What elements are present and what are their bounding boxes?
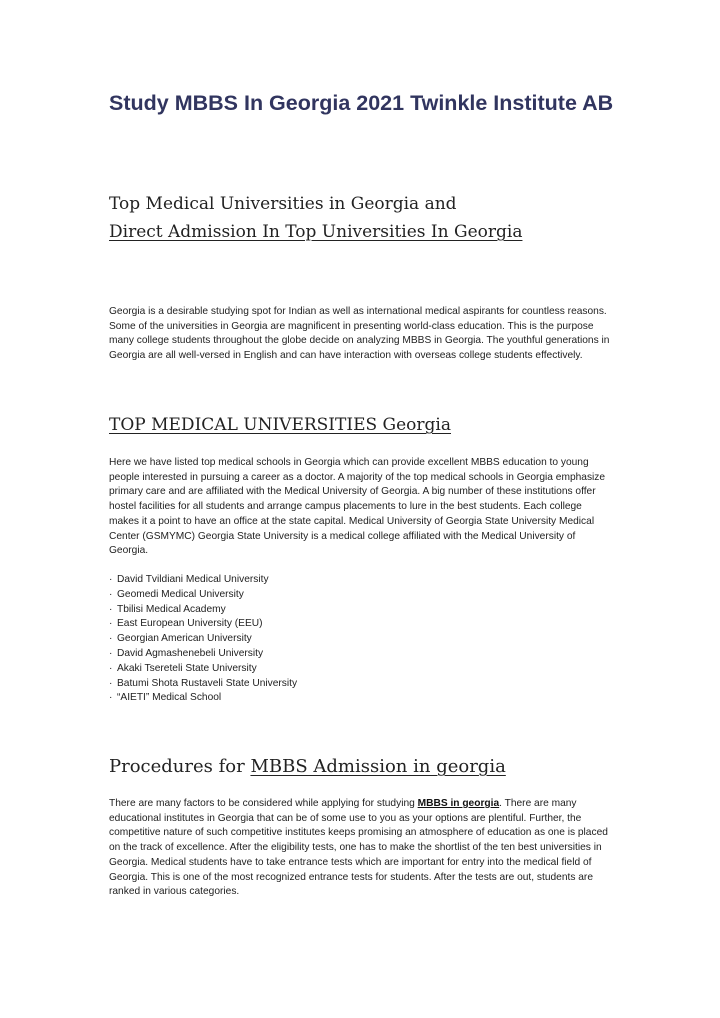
universities-paragraph: Here we have listed top medical schools in Georgia which can provide excellent MBBS education to young people interested in pursuing a career as a doctor. A majority of the top medical schools in Georgia emphasize primary care and are affiliated with the Medical University of Georgia. A big number of these institutions offer hostel facilities for all students and arrange campus placements to lure in the best students. Each college makes it a point to have an office at the state capital. Medical University of Georgia State University Medical Center (GSMYMC) Georgia State University is a medical college affiliated with the Medical University of Georgia. xyxy=(109,457,606,557)
bullet-icon: · xyxy=(109,677,113,689)
paragraph-text: . There are many educational institutes in Georgia that can be of some use to you as your options are plentiful. Further, the competitive nature of such competitive institutes keeps promising an atmosphere of education as one is placed on the track of excellence. After the eligibility tests, one has to make the shortlist of the ten best universities in Georgia. Medical students have to take entrance tests which are important for entry into the medical field of Georgia. This is one of the most recognized entrance tests for students. After the tests are out, students are ranked in various categories. xyxy=(109,798,608,898)
procedures-paragraph xyxy=(109,797,614,900)
heading-text: Procedures for xyxy=(109,756,251,777)
list-item xyxy=(109,617,297,632)
university-list xyxy=(109,573,297,706)
university-name: David Agmashenebeli University xyxy=(117,647,264,659)
university-name: Georgian American University xyxy=(117,633,252,645)
mbbs-admission-link[interactable]: MBBS Admission in georgia xyxy=(250,756,506,777)
page-title: Study MBBS In Georgia 2021 Twinkle Institute AB xyxy=(109,91,614,115)
list-item xyxy=(109,662,297,677)
list-item xyxy=(109,603,297,618)
list-item xyxy=(109,573,297,588)
list-item xyxy=(109,691,297,706)
paragraph-text: There are many factors to be considered while applying for studying xyxy=(109,798,418,809)
bullet-icon: · xyxy=(109,574,113,585)
university-name: “AIETI” Medical School xyxy=(117,692,222,704)
list-item xyxy=(109,677,297,692)
university-name: Batumi Shota Rustaveli State University xyxy=(117,677,298,689)
bullet-icon: · xyxy=(109,647,113,659)
university-name: Akaki Tsereteli State University xyxy=(117,662,257,674)
list-item xyxy=(109,588,297,603)
bullet-icon: · xyxy=(109,603,113,615)
section-heading-top-universities xyxy=(109,190,589,246)
bullet-icon: · xyxy=(109,692,113,704)
university-name: Tbilisi Medical Academy xyxy=(117,603,226,615)
direct-admission-link[interactable]: Direct Admission In Top Universities In Georgia xyxy=(109,222,523,242)
section-heading-procedures xyxy=(109,753,629,781)
university-name: Geomedi Medical University xyxy=(117,588,244,600)
heading-text: Top Medical Universities in Georgia and xyxy=(109,194,457,214)
university-name: East European University (EEU) xyxy=(117,618,263,630)
mbbs-in-georgia-link[interactable]: MBBS in georgia xyxy=(417,798,500,809)
intro-paragraph: Georgia is a desirable studying spot for Indian as well as international medical aspirants for countless reasons. Some of the universities in Georgia are magnificent in presenting world-class education. This is the purpose many college students throughout the globe decide on analyzing MBBS in Georgia. The youthful generations in Georgia are all well-versed in English and can have interaction with overseas college students effectively. xyxy=(109,306,610,362)
list-item xyxy=(109,632,297,647)
bullet-icon: · xyxy=(109,662,113,674)
university-name: David Tvildiani Medical University xyxy=(117,574,269,585)
list-item xyxy=(109,647,297,662)
bullet-icon: · xyxy=(109,618,113,630)
bullet-icon: · xyxy=(109,588,113,600)
section-heading-top-medical-universities[interactable]: TOP MEDICAL UNIVERSITIES Georgia xyxy=(109,415,451,435)
bullet-icon: · xyxy=(109,633,113,645)
